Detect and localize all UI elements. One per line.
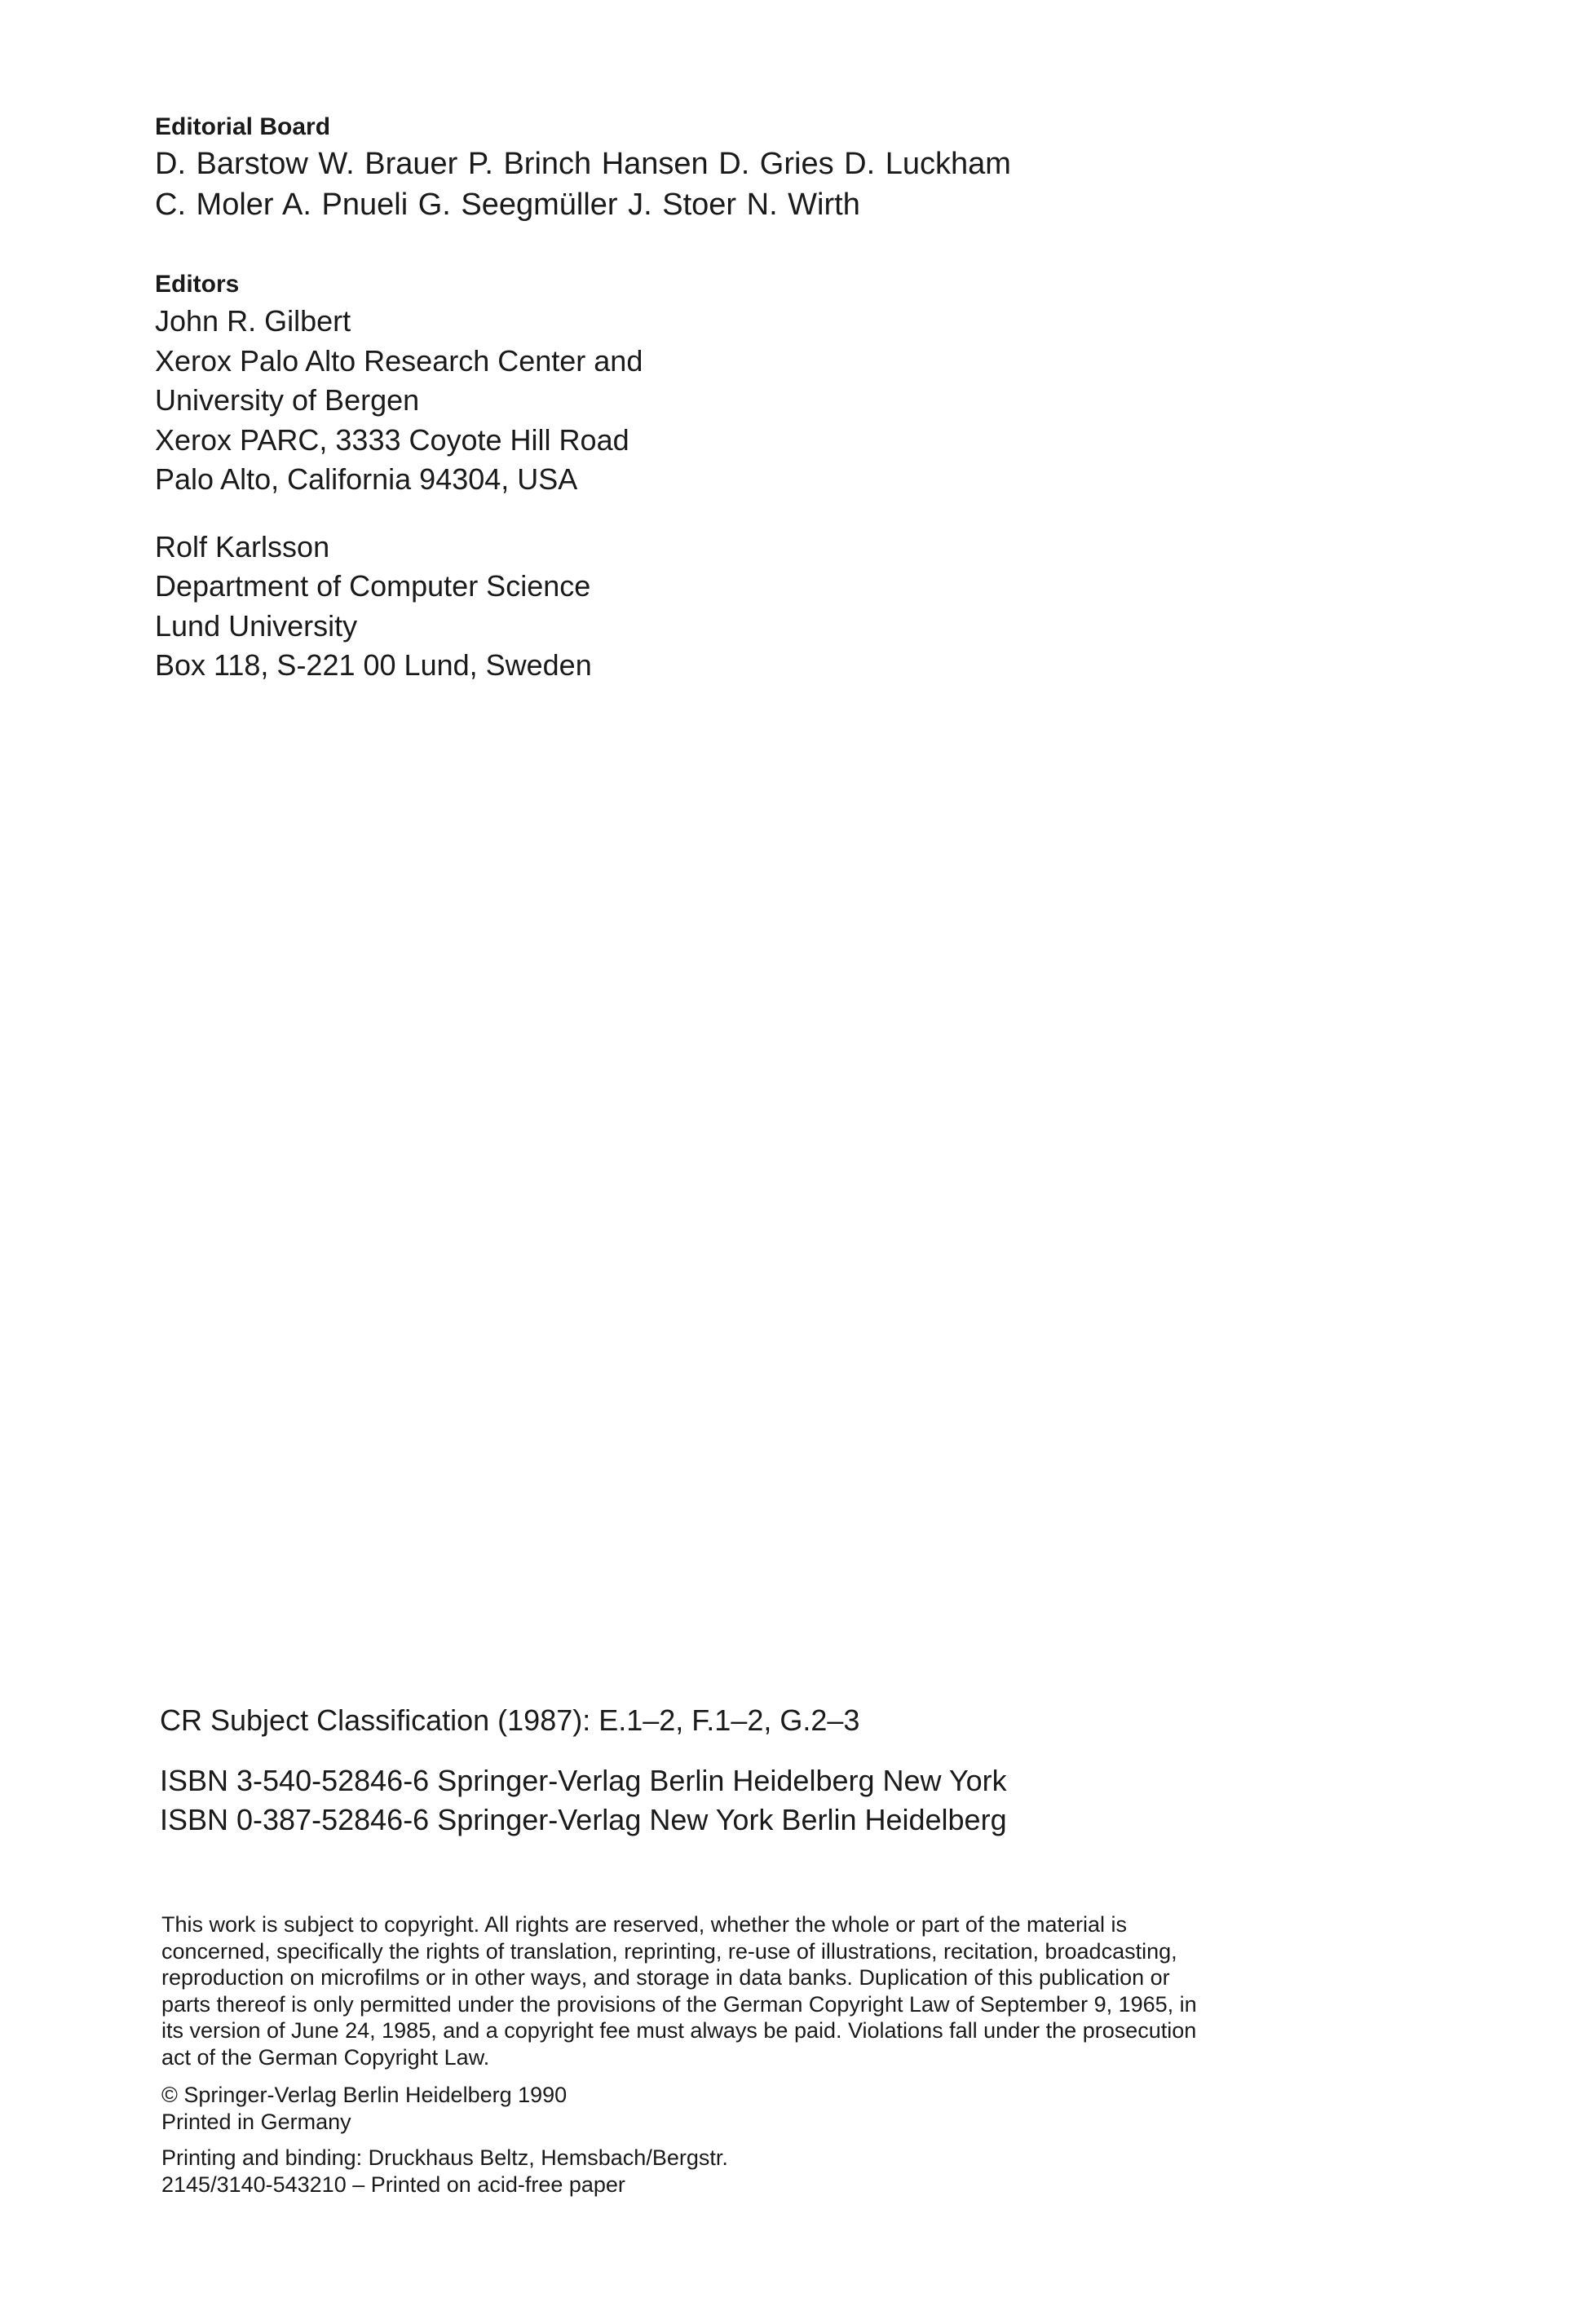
cr-subject-classification: CR Subject Classification (1987): E.1–2, F.1–2, G.2–3 (160, 1703, 860, 1737)
print-number-line: 2145/3140-543210 – Printed on acid-free paper (161, 2172, 625, 2197)
copyright-line: © Springer-Verlag Berlin Heidelberg 1990 (161, 2083, 568, 2107)
editor-gilbert-address (155, 302, 643, 500)
editorial-board-line-2: C. Moler A. Pnueli G. Seegmüller J. Stoer N. Wirth (155, 188, 860, 222)
editor-affiliation: University of Bergen (155, 383, 420, 417)
editors-heading: Editors (155, 271, 240, 298)
editors-section (155, 267, 643, 686)
isbn-line-1: ISBN 3-540-52846-6 Springer-Verlag Berlin Heidelberg New York (160, 1764, 1007, 1797)
editor-university: Lund University (155, 608, 358, 643)
isbn-line-2: ISBN 0-387-52846-6 Springer-Verlag New York Berlin Heidelberg (160, 1803, 1007, 1836)
editor-name: Rolf Karlsson (155, 529, 330, 563)
classification-section (160, 1701, 1007, 1840)
editorial-board-heading: Editorial Board (155, 113, 331, 140)
editor-karlsson-address (155, 528, 643, 686)
editor-department: Department of Computer Science (155, 569, 591, 603)
copyright-holder (161, 2082, 1221, 2135)
editor-name: John R. Gilbert (155, 304, 351, 338)
printing-info (161, 2145, 1221, 2198)
editor-affiliation: Xerox Palo Alto Research Center and (155, 343, 643, 378)
printed-in-line: Printed in Germany (161, 2109, 351, 2134)
copyright-notice: This work is subject to copyright. All rights are reserved, whether the whole or part of the material is concerned, specifically the rights of translation, reprinting, re-use of illustrations, recitation, broadcasting, reproduction on microfilms or in other ways, and storage in data banks. Duplication of this publication or parts thereof is only permitted under the provisions of the German Copyright Law of September 9, 1965, in its version of June 24, 1985, and a copyright fee must always be paid. Violations fall under the prosecution act of the German Copyright Law. (161, 1912, 1197, 2070)
printing-binding-line: Printing and binding: Druckhaus Beltz, Hemsbach/Bergstr. (161, 2145, 728, 2170)
copyright-section (161, 1911, 1221, 2198)
editor-city: Box 118, S-221 00 Lund, Sweden (155, 648, 592, 682)
editor-city: Palo Alto, California 94304, USA (155, 462, 578, 496)
editorial-board-section (155, 111, 1011, 225)
editorial-board-line-1: D. Barstow W. Brauer P. Brinch Hansen D. Gries D. Luckham (155, 147, 1011, 181)
editor-street: Xerox PARC, 3333 Coyote Hill Road (155, 422, 629, 457)
